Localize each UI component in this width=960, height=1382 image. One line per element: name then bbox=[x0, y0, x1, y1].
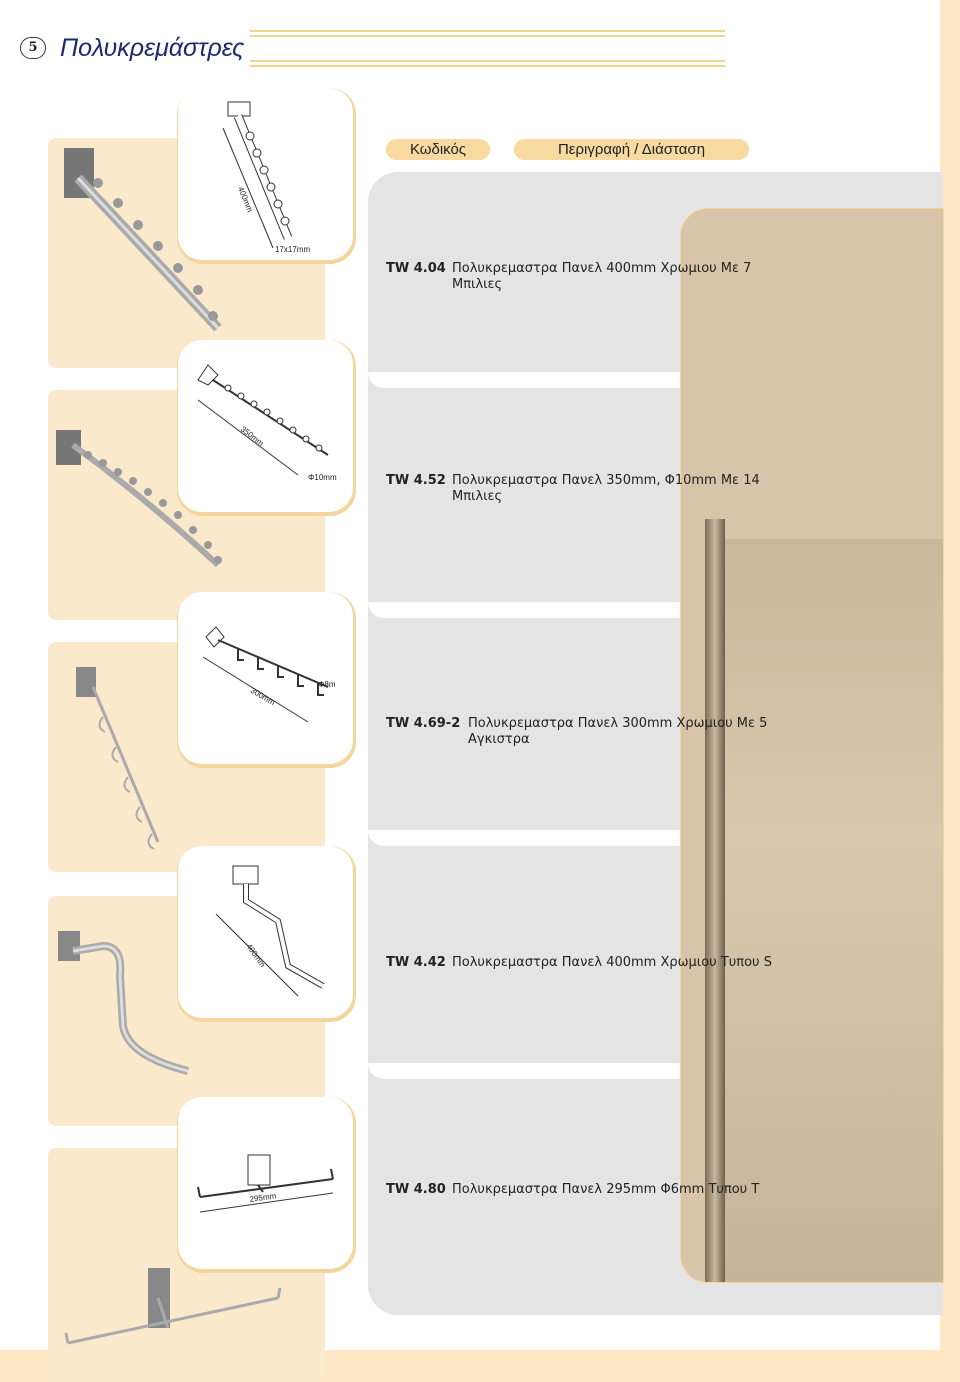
diagram-tw452 bbox=[178, 340, 353, 512]
title-rule-top bbox=[250, 30, 725, 32]
code-column-header: Κωδικός bbox=[386, 139, 490, 160]
product-code: TW 4.52 bbox=[386, 473, 446, 488]
diagram-tw480 bbox=[178, 1097, 353, 1269]
diagram-tw4692 bbox=[178, 592, 353, 764]
product-row bbox=[386, 1182, 806, 1198]
dim-size-label: 17x17mm bbox=[275, 245, 311, 254]
product-row bbox=[386, 473, 806, 504]
product-row bbox=[386, 261, 806, 292]
dim-length-label: 400mm bbox=[236, 185, 255, 214]
product-description: Πολυκρεμαστρα Πανελ 400mm Χρωμιου Τυπου S bbox=[452, 955, 772, 970]
product-code: TW 4.69-2 bbox=[386, 716, 461, 731]
dim-length-label: 400mm bbox=[244, 941, 268, 970]
photo-background bbox=[711, 539, 943, 1282]
page-number: 5 bbox=[20, 37, 46, 59]
title-rule-bottom bbox=[250, 60, 725, 62]
description-column-header: Περιγραφή / Διάσταση bbox=[514, 139, 749, 160]
product-description: Πολυκρεμαστρα Πανελ 350mm, Φ10mm Με 14 Μπιλιες bbox=[452, 473, 760, 504]
dim-size-label: Φ10mm bbox=[308, 473, 337, 482]
product-code: TW 4.04 bbox=[386, 261, 446, 276]
product-description: Πολυκρεμαστρα Πανελ 300mm Χρωμιου Με 5 Αγκιστρα bbox=[468, 716, 768, 747]
product-row bbox=[386, 716, 806, 747]
diagram-tw442 bbox=[178, 846, 353, 1018]
dim-length-label: 295mm bbox=[249, 1191, 277, 1204]
diagram-tw404 bbox=[178, 88, 353, 260]
title-rule-bottom-2 bbox=[250, 65, 725, 67]
product-description: Πολυκρεμαστρα Πανελ 295mm Φ6mm Τυπου T bbox=[452, 1182, 760, 1197]
title-rule-top-2 bbox=[250, 35, 725, 37]
dim-size-label: Φ8m bbox=[318, 680, 336, 689]
product-code: TW 4.80 bbox=[386, 1182, 446, 1197]
product-description: Πολυκρεμαστρα Πανελ 400mm Χρωμιου Με 7 Μπιλιες bbox=[452, 261, 752, 292]
product-row bbox=[386, 955, 806, 971]
page-title: Πολυκρεμάστρες bbox=[60, 34, 245, 62]
product-code: TW 4.42 bbox=[386, 955, 446, 970]
dim-length-label: 350mm bbox=[238, 424, 266, 449]
photo-display-pillar bbox=[705, 519, 725, 1282]
dim-length-label: 300mm bbox=[249, 685, 277, 708]
